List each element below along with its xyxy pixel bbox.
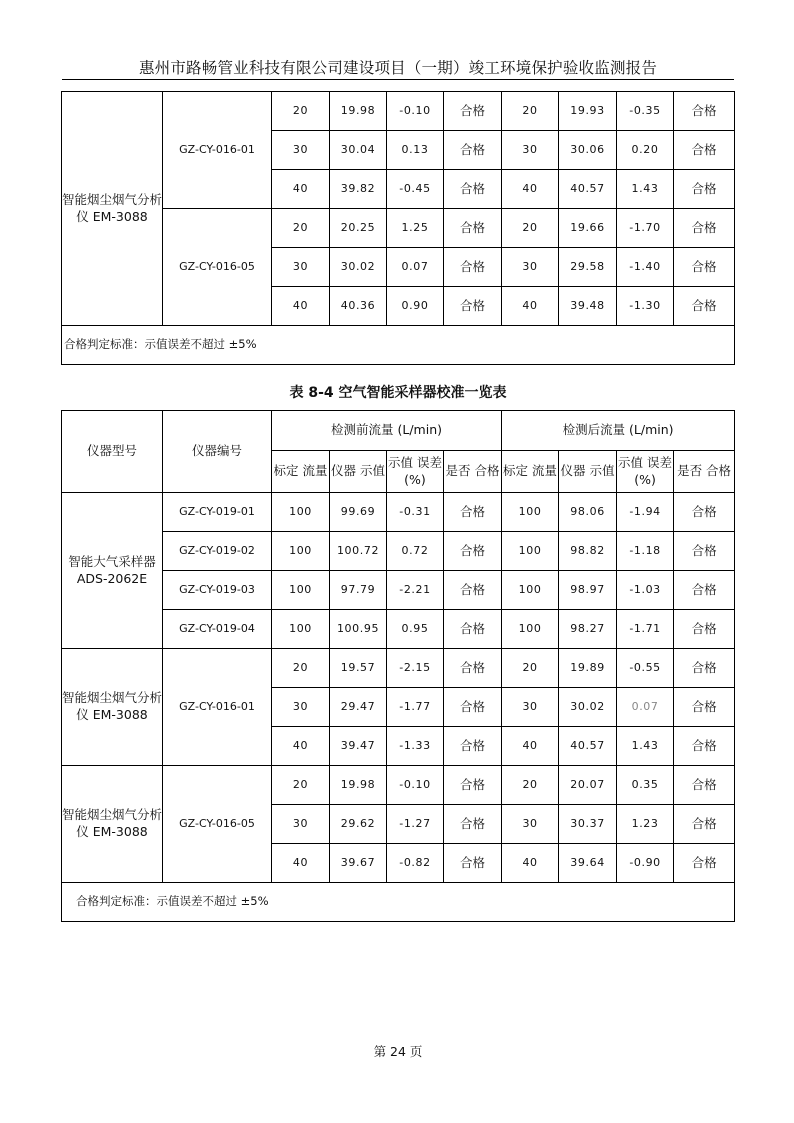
instrument-number-cell: GZ-CY-019-04: [163, 610, 272, 649]
pass-cell: 合格: [674, 727, 735, 766]
error-cell: 0.07: [387, 248, 444, 287]
set-flow-cell: 100: [502, 532, 559, 571]
reading-cell: 39.64: [559, 844, 617, 883]
set-flow-cell: 30: [502, 805, 559, 844]
pass-cell: 合格: [674, 532, 735, 571]
set-flow-cell: 40: [272, 727, 330, 766]
error-cell: -0.10: [387, 92, 444, 131]
pass-cell: 合格: [444, 649, 502, 688]
pass-cell: 合格: [674, 248, 735, 287]
pass-cell: 合格: [674, 92, 735, 131]
error-cell: -0.55: [617, 649, 674, 688]
set-flow-cell: 40: [272, 844, 330, 883]
reading-cell: 19.66: [559, 209, 617, 248]
instrument-number-cell: GZ-CY-019-02: [163, 532, 272, 571]
pass-cell: 合格: [674, 287, 735, 326]
reading-cell: 39.82: [330, 170, 387, 209]
set-flow-cell: 40: [272, 287, 330, 326]
pass-cell: 合格: [444, 805, 502, 844]
set-flow-cell: 30: [272, 131, 330, 170]
pass-cell: 合格: [444, 248, 502, 287]
header-before-flow: 检测前流量 (L/min): [272, 411, 502, 451]
pass-cell: 合格: [444, 610, 502, 649]
set-flow-cell: 40: [502, 727, 559, 766]
pass-cell: 合格: [674, 131, 735, 170]
set-flow-cell: 20: [502, 209, 559, 248]
error-cell: -1.70: [617, 209, 674, 248]
pass-criterion-note: 合格判定标准：示值误差不超过 ±5%: [62, 326, 735, 365]
set-flow-cell: 100: [272, 532, 330, 571]
report-header-title: 惠州市路畅管业科技有限公司建设项目（一期）竣工环境保护验收监测报告: [138, 59, 658, 77]
instrument-model-cell: 智能烟尘烟气分析仪 EM-3088: [62, 649, 163, 766]
set-flow-cell: 100: [502, 571, 559, 610]
set-flow-cell: 20: [272, 209, 330, 248]
header-reading: 仪器 示值: [330, 451, 387, 493]
header-model: 仪器型号: [62, 411, 163, 493]
reading-cell: 19.93: [559, 92, 617, 131]
instrument-model-cell: 智能大气采样器 ADS-2062E: [62, 493, 163, 649]
reading-cell: 99.69: [330, 493, 387, 532]
reading-cell: 30.06: [559, 131, 617, 170]
set-flow-cell: 40: [272, 170, 330, 209]
error-cell: 0.13: [387, 131, 444, 170]
pass-cell: 合格: [674, 170, 735, 209]
set-flow-cell: 30: [272, 805, 330, 844]
pass-cell: 合格: [444, 209, 502, 248]
set-flow-cell: 40: [502, 170, 559, 209]
error-cell: -0.35: [617, 92, 674, 131]
pass-cell: 合格: [444, 766, 502, 805]
table-row: [62, 209, 735, 248]
set-flow-cell: 30: [272, 248, 330, 287]
instrument-model-cell: 智能烟尘烟气分析仪 EM-3088: [62, 92, 163, 326]
reading-cell: 29.58: [559, 248, 617, 287]
header-pass: 是否 合格: [674, 451, 735, 493]
pass-cell: 合格: [674, 844, 735, 883]
reading-cell: 30.37: [559, 805, 617, 844]
error-cell: 0.90: [387, 287, 444, 326]
error-cell: -1.77: [387, 688, 444, 727]
set-flow-cell: 100: [502, 493, 559, 532]
reading-cell: 20.07: [559, 766, 617, 805]
pass-cell: 合格: [674, 493, 735, 532]
calibration-table-continued: [61, 91, 735, 365]
set-flow-cell: 100: [502, 610, 559, 649]
set-flow-cell: 40: [502, 844, 559, 883]
reading-cell: 19.98: [330, 766, 387, 805]
set-flow-cell: 100: [272, 493, 330, 532]
reading-cell: 19.89: [559, 649, 617, 688]
error-cell: 1.43: [617, 170, 674, 209]
reading-cell: 39.67: [330, 844, 387, 883]
header-pass: 是否 合格: [444, 451, 502, 493]
error-cell: -2.15: [387, 649, 444, 688]
criterion-row: [62, 883, 735, 922]
set-flow-cell: 100: [272, 571, 330, 610]
error-cell: -0.45: [387, 170, 444, 209]
table-row: [62, 610, 735, 649]
header-error: 示值 误差(%): [617, 451, 674, 493]
error-cell: -1.71: [617, 610, 674, 649]
set-flow-cell: 20: [502, 766, 559, 805]
reading-cell: 98.82: [559, 532, 617, 571]
error-cell: -0.90: [617, 844, 674, 883]
header-set-flow: 标定 流量: [502, 451, 559, 493]
instrument-number-cell: GZ-CY-019-03: [163, 571, 272, 610]
pass-cell: 合格: [444, 727, 502, 766]
pass-cell: 合格: [444, 131, 502, 170]
header-number: 仪器编号: [163, 411, 272, 493]
pass-cell: 合格: [444, 688, 502, 727]
page-number: 第 24 页: [373, 1044, 423, 1059]
reading-cell: 39.48: [559, 287, 617, 326]
table-row: [62, 493, 735, 532]
reading-cell: 97.79: [330, 571, 387, 610]
instrument-number-cell: GZ-CY-016-01: [163, 649, 272, 766]
reading-cell: 100.72: [330, 532, 387, 571]
error-cell: -0.31: [387, 493, 444, 532]
pass-cell: 合格: [444, 532, 502, 571]
instrument-number-cell: GZ-CY-016-01: [163, 92, 272, 209]
pass-cell: 合格: [674, 209, 735, 248]
set-flow-cell: 20: [272, 766, 330, 805]
pass-cell: 合格: [674, 610, 735, 649]
set-flow-cell: 20: [272, 92, 330, 131]
criterion-row: [62, 326, 735, 365]
header-set-flow: 标定 流量: [272, 451, 330, 493]
error-cell: -1.18: [617, 532, 674, 571]
reading-cell: 100.95: [330, 610, 387, 649]
table-row: [62, 571, 735, 610]
error-cell: -1.27: [387, 805, 444, 844]
reading-cell: 30.02: [559, 688, 617, 727]
header-after-flow: 检测后流量 (L/min): [502, 411, 735, 451]
reading-cell: 29.62: [330, 805, 387, 844]
error-cell: -0.82: [387, 844, 444, 883]
pass-cell: 合格: [444, 844, 502, 883]
pass-criterion-note: 合格判定标准：示值误差不超过 ±5%: [62, 883, 735, 922]
table-row: [62, 766, 735, 805]
pass-cell: 合格: [444, 287, 502, 326]
instrument-number-cell: GZ-CY-016-05: [163, 209, 272, 326]
set-flow-cell: 30: [272, 688, 330, 727]
reading-cell: 40.57: [559, 727, 617, 766]
reading-cell: 20.25: [330, 209, 387, 248]
error-cell: 1.25: [387, 209, 444, 248]
set-flow-cell: 20: [502, 649, 559, 688]
pass-cell: 合格: [674, 766, 735, 805]
air-sampler-calibration-table: [61, 410, 735, 922]
error-cell: -1.30: [617, 287, 674, 326]
pass-cell: 合格: [444, 170, 502, 209]
reading-cell: 40.57: [559, 170, 617, 209]
set-flow-cell: 30: [502, 688, 559, 727]
header-divider: [62, 79, 734, 80]
set-flow-cell: 30: [502, 131, 559, 170]
reading-cell: 40.36: [330, 287, 387, 326]
reading-cell: 29.47: [330, 688, 387, 727]
pass-cell: 合格: [674, 571, 735, 610]
table-row: [62, 649, 735, 688]
set-flow-cell: 40: [502, 287, 559, 326]
pass-cell: 合格: [674, 649, 735, 688]
table-title: 表 8-4 空气智能采样器校准一览表: [289, 385, 507, 401]
error-cell: -1.94: [617, 493, 674, 532]
pass-cell: 合格: [444, 571, 502, 610]
pass-cell: 合格: [444, 92, 502, 131]
set-flow-cell: 20: [502, 92, 559, 131]
pass-cell: 合格: [674, 805, 735, 844]
header-reading: 仪器 示值: [559, 451, 617, 493]
set-flow-cell: 30: [502, 248, 559, 287]
pass-cell: 合格: [444, 493, 502, 532]
error-cell: 0.72: [387, 532, 444, 571]
error-cell: 0.07: [617, 688, 674, 727]
set-flow-cell: 20: [272, 649, 330, 688]
reading-cell: 98.97: [559, 571, 617, 610]
error-cell: 0.95: [387, 610, 444, 649]
reading-cell: 98.27: [559, 610, 617, 649]
error-cell: 0.20: [617, 131, 674, 170]
error-cell: 1.23: [617, 805, 674, 844]
error-cell: -2.21: [387, 571, 444, 610]
table-row: [62, 92, 735, 131]
instrument-model-cell: 智能烟尘烟气分析仪 EM-3088: [62, 766, 163, 883]
error-cell: -0.10: [387, 766, 444, 805]
error-cell: -1.40: [617, 248, 674, 287]
error-cell: -1.03: [617, 571, 674, 610]
reading-cell: 98.06: [559, 493, 617, 532]
error-cell: 1.43: [617, 727, 674, 766]
reading-cell: 30.02: [330, 248, 387, 287]
set-flow-cell: 100: [272, 610, 330, 649]
instrument-number-cell: GZ-CY-019-01: [163, 493, 272, 532]
table-row: [62, 532, 735, 571]
reading-cell: 19.57: [330, 649, 387, 688]
error-cell: -1.33: [387, 727, 444, 766]
pass-cell: 合格: [674, 688, 735, 727]
reading-cell: 39.47: [330, 727, 387, 766]
reading-cell: 19.98: [330, 92, 387, 131]
instrument-number-cell: GZ-CY-016-05: [163, 766, 272, 883]
header-error: 示值 误差(%): [387, 451, 444, 493]
error-cell: 0.35: [617, 766, 674, 805]
reading-cell: 30.04: [330, 131, 387, 170]
